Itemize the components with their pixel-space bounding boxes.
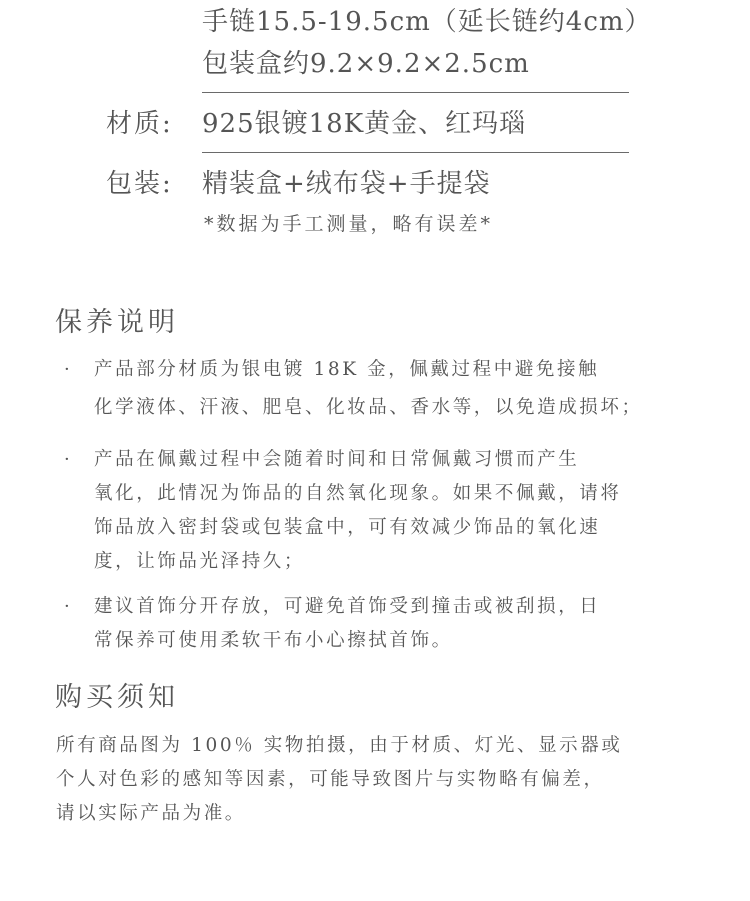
bullet-icon: · [64,596,70,617]
packaging-label: 包装: [106,169,173,199]
care-item-line: 建议首饰分开存放，可避免首饰受到撞击或被刮损，日 [94,596,601,617]
divider [202,92,629,93]
care-item [94,443,704,579]
packaging-value: 精装盒+绒布袋+手提袋 [202,169,491,199]
spec-box-size-line: 包装盒约9.2×9.2×2.5cm [202,49,530,79]
spec-size-line: 手链15.5-19.5cm（延长链约4cm） [202,7,652,37]
care-item [94,590,704,658]
care-title: 保养说明 [55,307,179,338]
divider [202,152,629,153]
purchase-title: 购买须知 [55,682,179,713]
purchase-text [56,729,706,831]
care-item [94,353,704,425]
care-item-line: 化学液体、汗液、肥皂、化妆品、香水等，以免造成损坏； [94,397,643,418]
care-item-line: 度，让饰品光泽持久； [94,551,306,572]
purchase-line: 所有商品图为 100％ 实物拍摄，由于材质、灯光、显示器或 [56,735,623,756]
purchase-line: 个人对色彩的感知等因素，可能导致图片与实物略有偏差， [56,769,605,790]
bullet-icon: · [64,359,70,380]
bullet-icon: · [64,449,70,470]
care-item-line: 产品在佩戴过程中会随着时间和日常佩戴习惯而产生 [94,449,580,470]
purchase-line: 请以实际产品为准。 [56,803,246,824]
material-label: 材质: [106,109,173,139]
material-value: 925银镀18K黄金、红玛瑙 [202,109,527,139]
care-item-line: 氧化，此情况为饰品的自然氧化现象。如果不佩戴，请将 [94,483,622,504]
care-item-line: 产品部分材质为银电镀 18K 金，佩戴过程中避免接触 [94,359,600,380]
care-item-line: 常保养可使用柔软干布小心擦拭首饰。 [94,630,453,651]
care-item-line: 饰品放入密封袋或包装盒中，可有效减少饰品的氧化速 [94,517,601,538]
measurement-note: *数据为手工测量，略有误差* [204,213,494,235]
